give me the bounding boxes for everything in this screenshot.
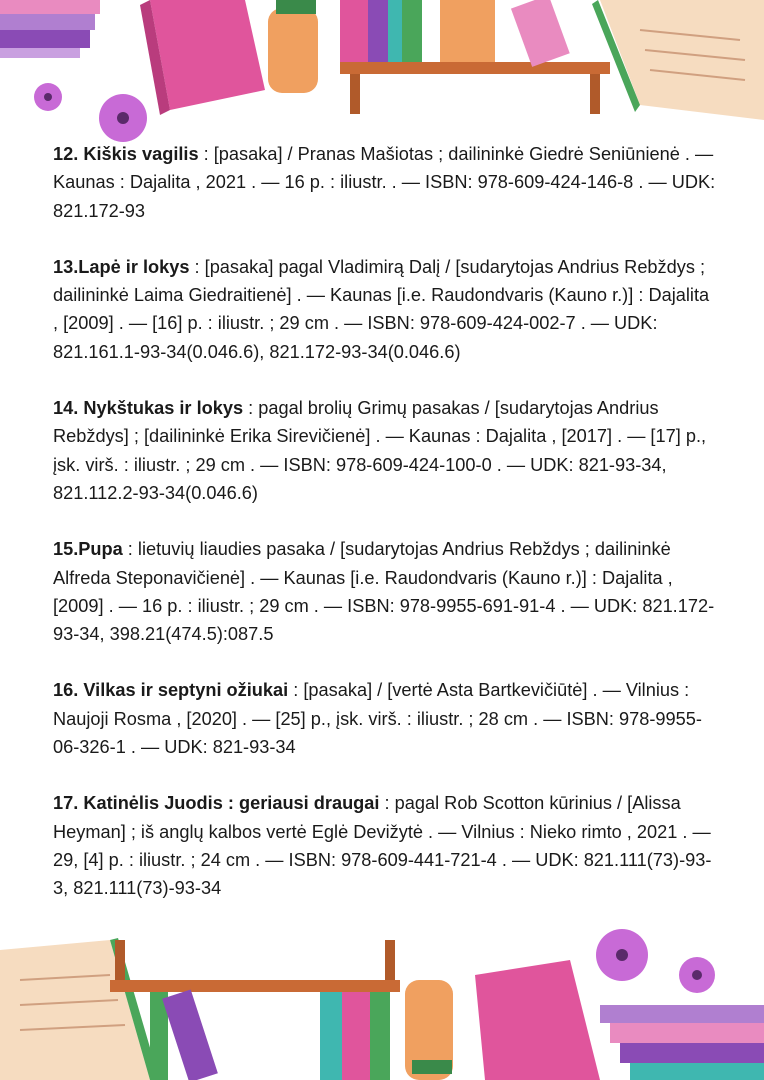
- entry-title: 15.Pupa: [53, 539, 123, 560]
- entry-title: 12. Kiškis vagilis: [53, 144, 199, 164]
- flower-icon: [34, 83, 147, 142]
- entry-title: 17. Katinėlis Juodis : geriausi draugai: [53, 793, 380, 814]
- book-stack-icon: [0, 0, 100, 58]
- open-book-icon: [0, 938, 158, 1080]
- entry-details: : [pasaka] / [vertė Asta Bartkevičiūtė] . — Vilnius : Naujoji Rosma , [2020] . — [25] p., įsk. virš. : iliustr. ; 28 cm . — ISBN: 978-9955-06-326-1 . — UDK: 821-93-34: [53, 680, 702, 758]
- bibliography-list: [53, 140, 718, 931]
- pink-book-icon: [475, 960, 600, 1080]
- pink-book-icon: [140, 0, 265, 115]
- bottom-decoration: [0, 920, 764, 1080]
- list-item: [53, 394, 718, 507]
- entry-details: : lietuvių liaudies pasaka / [sudarytojas Andrius Rebždys ; dailininkė Alfreda Steponavičienė] . — Kaunas [i.e. Raudondvaris (Kauno r.)] : Dajalita , [2009] . — 16 p. : iliustr. ; 29 cm . — ISBN: 978-9955-691-91-4 . — UDK: 821.172-93-34, 398.21(474.5):087.5: [53, 539, 715, 645]
- entry-title: 14. Nykštukas ir lokys: [53, 398, 244, 419]
- list-item: [53, 789, 718, 902]
- bookshelf-icon: [340, 0, 610, 114]
- flower-icon: [596, 929, 715, 993]
- list-item: [53, 140, 718, 225]
- scroll-icon: [405, 980, 453, 1080]
- entry-title: 13.Lapė ir lokys: [53, 256, 190, 277]
- list-item: [53, 253, 718, 366]
- entry-details: : [pasaka] / Pranas Mašiotas ; dailininkė Giedrė Seniūnienė . — Kaunas : Dajalita , 2021 . — 16 p. : iliustr. . — ISBN: 978-609-424-146-8 . — UDK: 821.172-93: [53, 144, 716, 221]
- entry-details: : pagal Rob Scotton kūrinius / [Alissa Heyman] ; iš anglų kalbos vertė Eglė Devižytė . — Vilnius : Nieko rimto , 2021 . — 29, [4] p. : iliustr. ; 24 cm . — ISBN: 978-609-441-721-4 . — UDK: 821.111(73)-93-3, 821.111(73)-93-34: [53, 793, 712, 899]
- open-book-icon: [592, 0, 764, 120]
- entry-title: 16. Vilkas ir septyni ožiukai: [53, 680, 289, 701]
- top-decoration: [0, 0, 764, 150]
- entry-details: : pagal brolių Grimų pasakas / [sudarytojas Andrius Rebždys] ; [dailininkė Erika Sirevičienė] . — Kaunas : Dajalita , [2017] . — [17] p., įsk. virš. : iliustr. ; 29 cm . — ISBN: 978-609-424-100-0 . — UDK: 821-93-34, 821.112.2-93-34(0.046.6): [53, 398, 707, 503]
- entry-details: : [pasaka] pagal Vladimirą Dalį / [sudarytojas Andrius Rebždys ; dailininkė Laima Giedraitienė] . — Kaunas [i.e. Raudondvaris (Kauno r.)] : Dajalita , [2009] . — [16] p. : iliustr. ; 29 cm . — ISBN: 978-609-424-002-7 . — UDK: 821.161.1-93-34(0.046.6), 821.172-93-34(0.046.6): [53, 256, 710, 362]
- list-item: [53, 676, 718, 761]
- list-item: [53, 535, 718, 648]
- scroll-icon: [268, 0, 318, 93]
- bookshelf-icon: [110, 940, 400, 1080]
- book-stack-icon: [600, 1005, 764, 1080]
